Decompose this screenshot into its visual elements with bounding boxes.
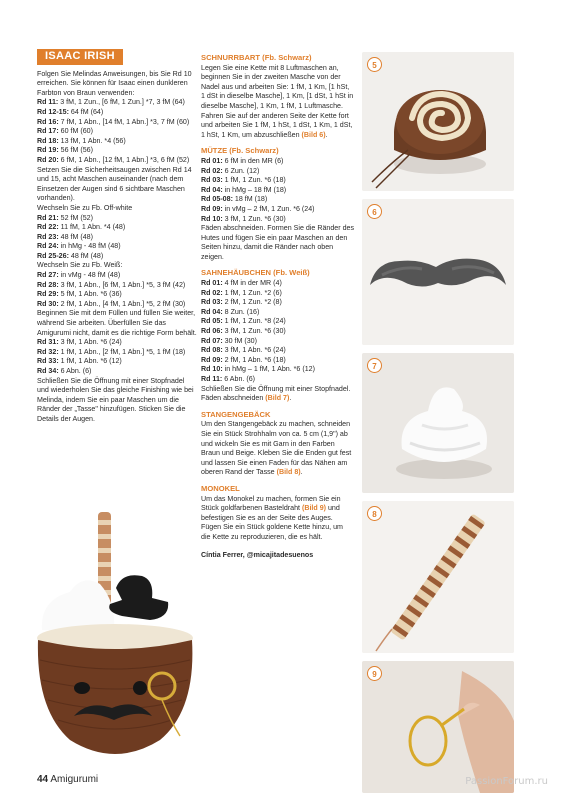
photo-step-7 xyxy=(362,353,514,493)
pattern-row: Rd 04: 8 Zun. (16) xyxy=(201,307,260,316)
pattern-row: Rd 10: 3 fM, 1 Zun. *6 (30) xyxy=(201,214,286,223)
pattern-row: Rd 22: 11 fM, 1 Abn. *4 (48) xyxy=(37,223,126,232)
instruction-text: Um das Monokel zu machen, formen Sie ein Stück goldfarbenen Basteldraht (Bild 9) und befestigen Sie es an der Seite des Auges. Fügen Sie ein Stück goldene Kette hinzu, um die Kette zu reproduzieren, die es hält. xyxy=(201,494,343,541)
instruction-text: Schließen Sie die Öffnung mit einer Stopfnadel und wiederholen Sie das gleiche Finishing wie bei Melinda, indem Sie ein paar Maschen um die Ränder der „Tasse" hinzufügen. Sticken Sie die Details der Augen. xyxy=(37,376,194,423)
pattern-row: Rd 12-15: 64 fM (64) xyxy=(37,107,104,116)
image-reference: (Bild 7) xyxy=(265,394,290,403)
section-heading-monokel: MONOKEL xyxy=(201,483,240,493)
instruction-text: Beginnen Sie mit dem Füllen und füllen Sie weiter, während Sie arbeiten. Überfüllen Sie das Amigurumi nicht, damit es die richtige Form behält. xyxy=(37,309,197,337)
section-heading-muetze: MÜTZE (Fb. Schwarz) xyxy=(201,146,279,156)
step-badge: 7 xyxy=(367,358,382,373)
moustache-image xyxy=(362,199,514,345)
pattern-row: Rd 03: 2 fM, 1 Zun. *2 (8) xyxy=(201,298,282,307)
step-badge: 6 xyxy=(367,204,382,219)
rows-block-1 xyxy=(37,98,197,165)
image-reference: (Bild 6) xyxy=(301,130,326,139)
pattern-row: Rd 07: 30 fM (30) xyxy=(201,336,257,345)
pattern-row: Rd 03: 1 fM, 1 Zun. *6 (18) xyxy=(201,176,286,185)
whipped-cream-image xyxy=(362,353,514,493)
instruction-text: Setzen Sie die Sicherheitsaugen zwischen Rd 14 und 15, acht Maschen auseinander (nach dem Einsetzen der Augen sind 6 sichtbare Maschen vorhanden). xyxy=(37,165,192,203)
monocle-image xyxy=(362,661,514,793)
pattern-row: Rd 10: in hMg – 1 fM, 1 Abn. *6 (12) xyxy=(201,365,315,374)
straw-image xyxy=(362,501,514,653)
pattern-row: Rd 29: 5 fM, 1 Abn. *6 (36) xyxy=(37,290,122,299)
pattern-row: Rd 20: 6 fM, 1 Abn., [12 fM, 1 Abn.] *3, 6 fM (52) xyxy=(37,155,190,164)
pattern-row: Rd 01: 6 fM in den MR (6) xyxy=(201,156,284,165)
pattern-row: Rd 02: 1 fM, 1 Zun. *2 (6) xyxy=(201,288,282,297)
instruction-text: Um den Stangengebäck zu machen, schneiden Sie ein Stück Strohhalm von ca. 5 cm (1,9") ab und wickeln Sie es mit Garn in den Farben Braun und Beige. Kleben Sie die Enden gut fest und lassen Sie einen Faden für das Nähen am oberen Rand der Tasse (Bild 8). xyxy=(201,420,352,477)
pattern-row: Rd 24: in hMg - 48 fM (48) xyxy=(37,242,121,251)
pattern-row: Rd 09: in vMg – 2 fM, 1 Zun. *6 (24) xyxy=(201,204,315,213)
pattern-row: Rd 32: 1 fM, 1 Abn., [2 fM, 1 Abn.] *5, 1 fM (18) xyxy=(37,347,186,356)
photo-step-6 xyxy=(362,199,514,345)
rows-block-2 xyxy=(37,214,197,262)
pattern-row: Rd 05-08: 18 fM (18) xyxy=(201,195,268,204)
pattern-row: Rd 25-26: 48 fM (48) xyxy=(37,251,104,260)
section-heading-schnurrbart: SCHNURRBART (Fb. Schwarz) xyxy=(201,53,312,62)
isaac-irish-image xyxy=(30,510,205,770)
pattern-row: Rd 28: 3 fM, 1 Abn., [6 fM, 1 Abn.] *5, 3 fM (42) xyxy=(37,280,186,289)
rows-block-4 xyxy=(37,338,197,376)
instruction-text: Wechseln Sie zu Fb. Weiß: xyxy=(37,261,123,270)
instruction-text: Schließen Sie die Öffnung mit einer Stopfnadel. Fäden abschneiden (Bild 7). xyxy=(201,384,351,403)
pattern-row: Rd 11: 6 Abn. (6) xyxy=(201,375,256,383)
pattern-row: Rd 18: 13 fM, 1 Abn. *4 (56) xyxy=(37,136,126,145)
page-footer xyxy=(37,774,98,785)
photo-step-8 xyxy=(362,501,514,653)
column-middle xyxy=(201,53,354,560)
instruction-text: Wechseln Sie zu Fb. Off-white xyxy=(37,203,133,212)
rows-block-3 xyxy=(37,271,197,309)
instruction-text: Legen Sie eine Kette mit 8 Luftmaschen an, beginnen Sie in der zweiten Masche von der Nadel aus und arbeiten Sie: 1 fM, 1 Km, [1 hSt, 1 dSt in dieselbe Masche], 1 Km, [1 dSt, 1 hSt in dieselbe Masche], 1 Km, 1 fM, 1 Luftmasche. Fahren Sie auf der anderen Seite der Kette fort und arbeiten Sie 1 fM, 1 hSt, 1 dSt, 1 Km, 1 dSt, 1 hSt, 1 Km, um abzuschließen (Bild 6). xyxy=(201,63,354,139)
photo-step-5 xyxy=(362,52,514,191)
instruction-text: Fäden abschneiden. Formen Sie die Ränder des Hutes und fügen Sie ein paar Maschen an den Seiten hinzu, damit die Ränder nach oben zeigen. xyxy=(201,224,355,261)
pattern-row: Rd 19: 56 fM (56) xyxy=(37,146,93,155)
pattern-row: Rd 11: 3 fM, 1 Zun., [6 fM, 1 Zun.] *7, 3 fM (64) xyxy=(37,98,185,107)
magazine-name: Amigurumi xyxy=(50,774,99,785)
pattern-row: Rd 08: 3 fM, 1 Abn. *6 (24) xyxy=(201,346,286,355)
section-heading-sahnehaeubchen: SAHNEHÄUBCHEN (Fb. Weiß) xyxy=(201,268,310,278)
pattern-row: Rd 04: in hMg – 18 fM (18) xyxy=(201,185,287,194)
pattern-row: Rd 02: 6 Zun. (12) xyxy=(201,166,260,175)
photo-step-9 xyxy=(362,661,514,793)
step-badge: 9 xyxy=(367,666,382,681)
pattern-row: Rd 34: 6 Abn. (6) xyxy=(37,367,92,375)
step-badge: 5 xyxy=(367,57,382,72)
pattern-row: Rd 33: 1 fM, 1 Abn. *6 (12) xyxy=(37,357,122,366)
intro-text: Folgen Sie Melindas Anweisungen, bis Sie Rd 10 erreichen. Sie können für Isaac einen dunkleren Farbton von Braun verwenden: xyxy=(37,69,192,97)
pattern-row: Rd 27: in vMg - 48 fM (48) xyxy=(37,271,121,280)
main-amigurumi-photo xyxy=(30,510,205,770)
pattern-row: Rd 01: 4 fM in der MR (4) xyxy=(201,279,282,288)
section-title: ISAAC IRISH xyxy=(37,49,123,65)
pattern-row: Rd 21: 52 fM (52) xyxy=(37,213,93,222)
striped-cap-image xyxy=(362,52,514,191)
column-left xyxy=(37,49,197,425)
pattern-row: Rd 30: 2 fM, 1 Abn., [4 fM, 1 Abn.] *5, 2 fM (30) xyxy=(37,299,186,308)
pattern-row: Rd 23: 48 fM (48) xyxy=(37,232,93,241)
pattern-row: Rd 17: 60 fM (60) xyxy=(37,127,93,136)
watermark: PassionForum.ru xyxy=(465,776,548,787)
author-credit: Cíntia Ferrer, @micajitadesuenos xyxy=(201,550,314,559)
step-badge: 8 xyxy=(367,506,382,521)
pattern-row: Rd 31: 3 fM, 1 Abn. *6 (24) xyxy=(37,338,122,347)
image-reference: (Bild 9) xyxy=(301,504,327,513)
pattern-row: Rd 09: 2 fM, 1 Abn. *6 (18) xyxy=(201,355,286,364)
pattern-row: Rd 06: 3 fM, 1 Zun. *6 (30) xyxy=(201,327,286,336)
image-reference: (Bild 8) xyxy=(276,468,301,477)
pattern-row: Rd 05: 1 fM, 1 Zun. *8 (24) xyxy=(201,317,286,326)
section-heading-stangengebaeck: STANGENGEBÄCK xyxy=(201,409,271,419)
pattern-row: Rd 16: 7 fM, 1 Abn., [14 fM, 1 Abn.] *3, 7 fM (60) xyxy=(37,117,190,126)
page-number: 44 xyxy=(37,774,49,785)
